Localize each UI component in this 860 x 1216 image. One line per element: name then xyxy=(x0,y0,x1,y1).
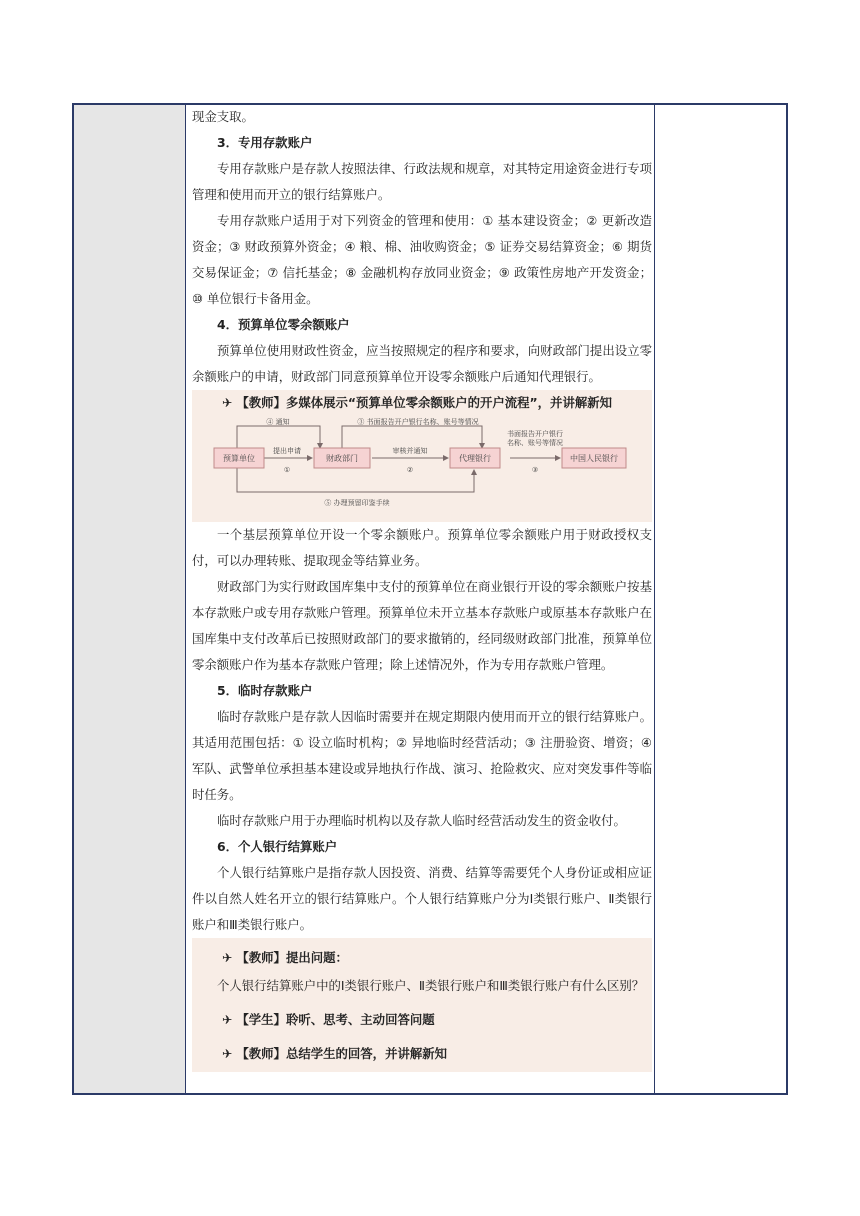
airplane-icon: ✈ xyxy=(222,1012,233,1027)
question-block xyxy=(192,938,652,1072)
paragraph: 个人银行结算账户是指存款人因投资、消费、结算等需要凭个人身份证或相应证件以自然人姓名开立的银行结算账户。个人银行结算账户分为Ⅰ类银行账户、Ⅱ类银行账户和Ⅲ类银行账户。 xyxy=(192,865,652,932)
airplane-icon: ✈ xyxy=(222,395,233,410)
paragraph: 一个基层预算单位开设一个零余额账户。预算单位零余额账户用于财政授权支付，可以办理转账、提取现金等结算业务。 xyxy=(192,527,652,568)
section-heading-4: 4．预算单位零余额账户 xyxy=(217,317,350,332)
question-text: 个人银行结算账户中的Ⅰ类银行账户、Ⅱ类银行账户和Ⅲ类银行账户有什么区别？ xyxy=(217,978,645,993)
paragraph: 预算单位使用财政性资金，应当按照规定的程序和要求，向财政部门提出设立零余额账户的申请，财政部门同意预算单位开设零余额账户后通知代理银行。 xyxy=(192,343,652,384)
label-seal: ⑤ 办理预留印鉴手续 xyxy=(324,499,390,507)
label-approve: 审核并通知 xyxy=(392,447,428,455)
label-notify: ④ 通知 xyxy=(266,418,290,426)
right-column xyxy=(654,105,786,1093)
label-step3: ③ xyxy=(531,466,539,474)
label-report-pboc-2: 名称、账号等情况 xyxy=(507,439,563,447)
paragraph: 财政部门为实行财政国库集中支付的预算单位在商业银行开设的零余额账户按基本存款账户或专用存款账户管理。预算单位未开立基本存款账户或原基本存款账户在国库集中支付改革后已按照财政部门的要求撤销的，经同级财政部门批准，预算单位零余额账户作为基本存款账户管理；除上述情况外，作为专用存款账户管理。 xyxy=(192,579,652,672)
label-report-bank: ③ 书面报告开户银行名称、账号等情况 xyxy=(357,418,479,426)
node-finance-label: 财政部门 xyxy=(326,454,358,463)
paragraph: 临时存款账户用于办理临时机构以及存款人临时经营活动发生的资金收付。 xyxy=(217,813,626,828)
label-step2: ② xyxy=(406,466,414,474)
paragraph: 现金支取。 xyxy=(192,109,254,124)
airplane-icon: ✈ xyxy=(222,1046,233,1061)
callout-text: 【教师】多媒体展示“预算单位零余额账户的开户流程”，并讲解新知 xyxy=(236,395,613,410)
teacher-callout xyxy=(192,390,652,416)
section-heading-5: 5．临时存款账户 xyxy=(217,683,313,698)
node-pboc-label: 中国人民银行 xyxy=(570,454,618,463)
airplane-icon: ✈ xyxy=(222,950,233,965)
label-report-pboc-1: 书面报告开户银行 xyxy=(507,430,563,438)
paragraph: 专用存款账户是存款人按照法律、行政法规和规章，对其特定用途资金进行专项管理和使用而开立的银行结算账户。 xyxy=(192,161,652,202)
label-step1: ① xyxy=(283,466,291,474)
account-opening-flow-diagram xyxy=(192,416,652,522)
section-heading-6: 6．个人银行结算账户 xyxy=(217,839,338,854)
callout-text: 【教师】提出问题： xyxy=(236,950,348,965)
node-agent-bank-label: 代理银行 xyxy=(459,454,491,463)
paragraph: 临时存款账户是存款人因临时需要并在规定期限内使用而开立的银行结算账户。其适用范围包括：① 设立临时机构；② 异地临时经营活动；③ 注册验资、增资；④ 军队、武警单位承担基本建设或异地执行作战、演习、抢险救灾、应对突发事件等临时任务。 xyxy=(192,709,652,802)
callout-text: 【学生】聆听、思考、主动回答问题 xyxy=(236,1012,435,1027)
node-unit-label: 预算单位 xyxy=(223,454,255,463)
paragraph: 专用存款账户适用于对下列资金的管理和使用：① 基本建设资金；② 更新改造资金；③ 财政预算外资金；④ 粮、棉、油收购资金；⑤ 证券交易结算资金；⑥ 期货交易保证金；⑦ 信托基金；⑧ 金融机构存放同业资金；⑨ 政策性房地产开发资金；⑩ 单位银行卡备用金。 xyxy=(192,213,652,306)
label-apply: 提出申请 xyxy=(273,447,301,455)
callout-text: 【教师】总结学生的回答，并讲解新知 xyxy=(236,1046,448,1061)
section-heading-3: 3．专用存款账户 xyxy=(217,135,313,150)
lesson-content xyxy=(192,104,652,1072)
left-column xyxy=(74,105,186,1093)
